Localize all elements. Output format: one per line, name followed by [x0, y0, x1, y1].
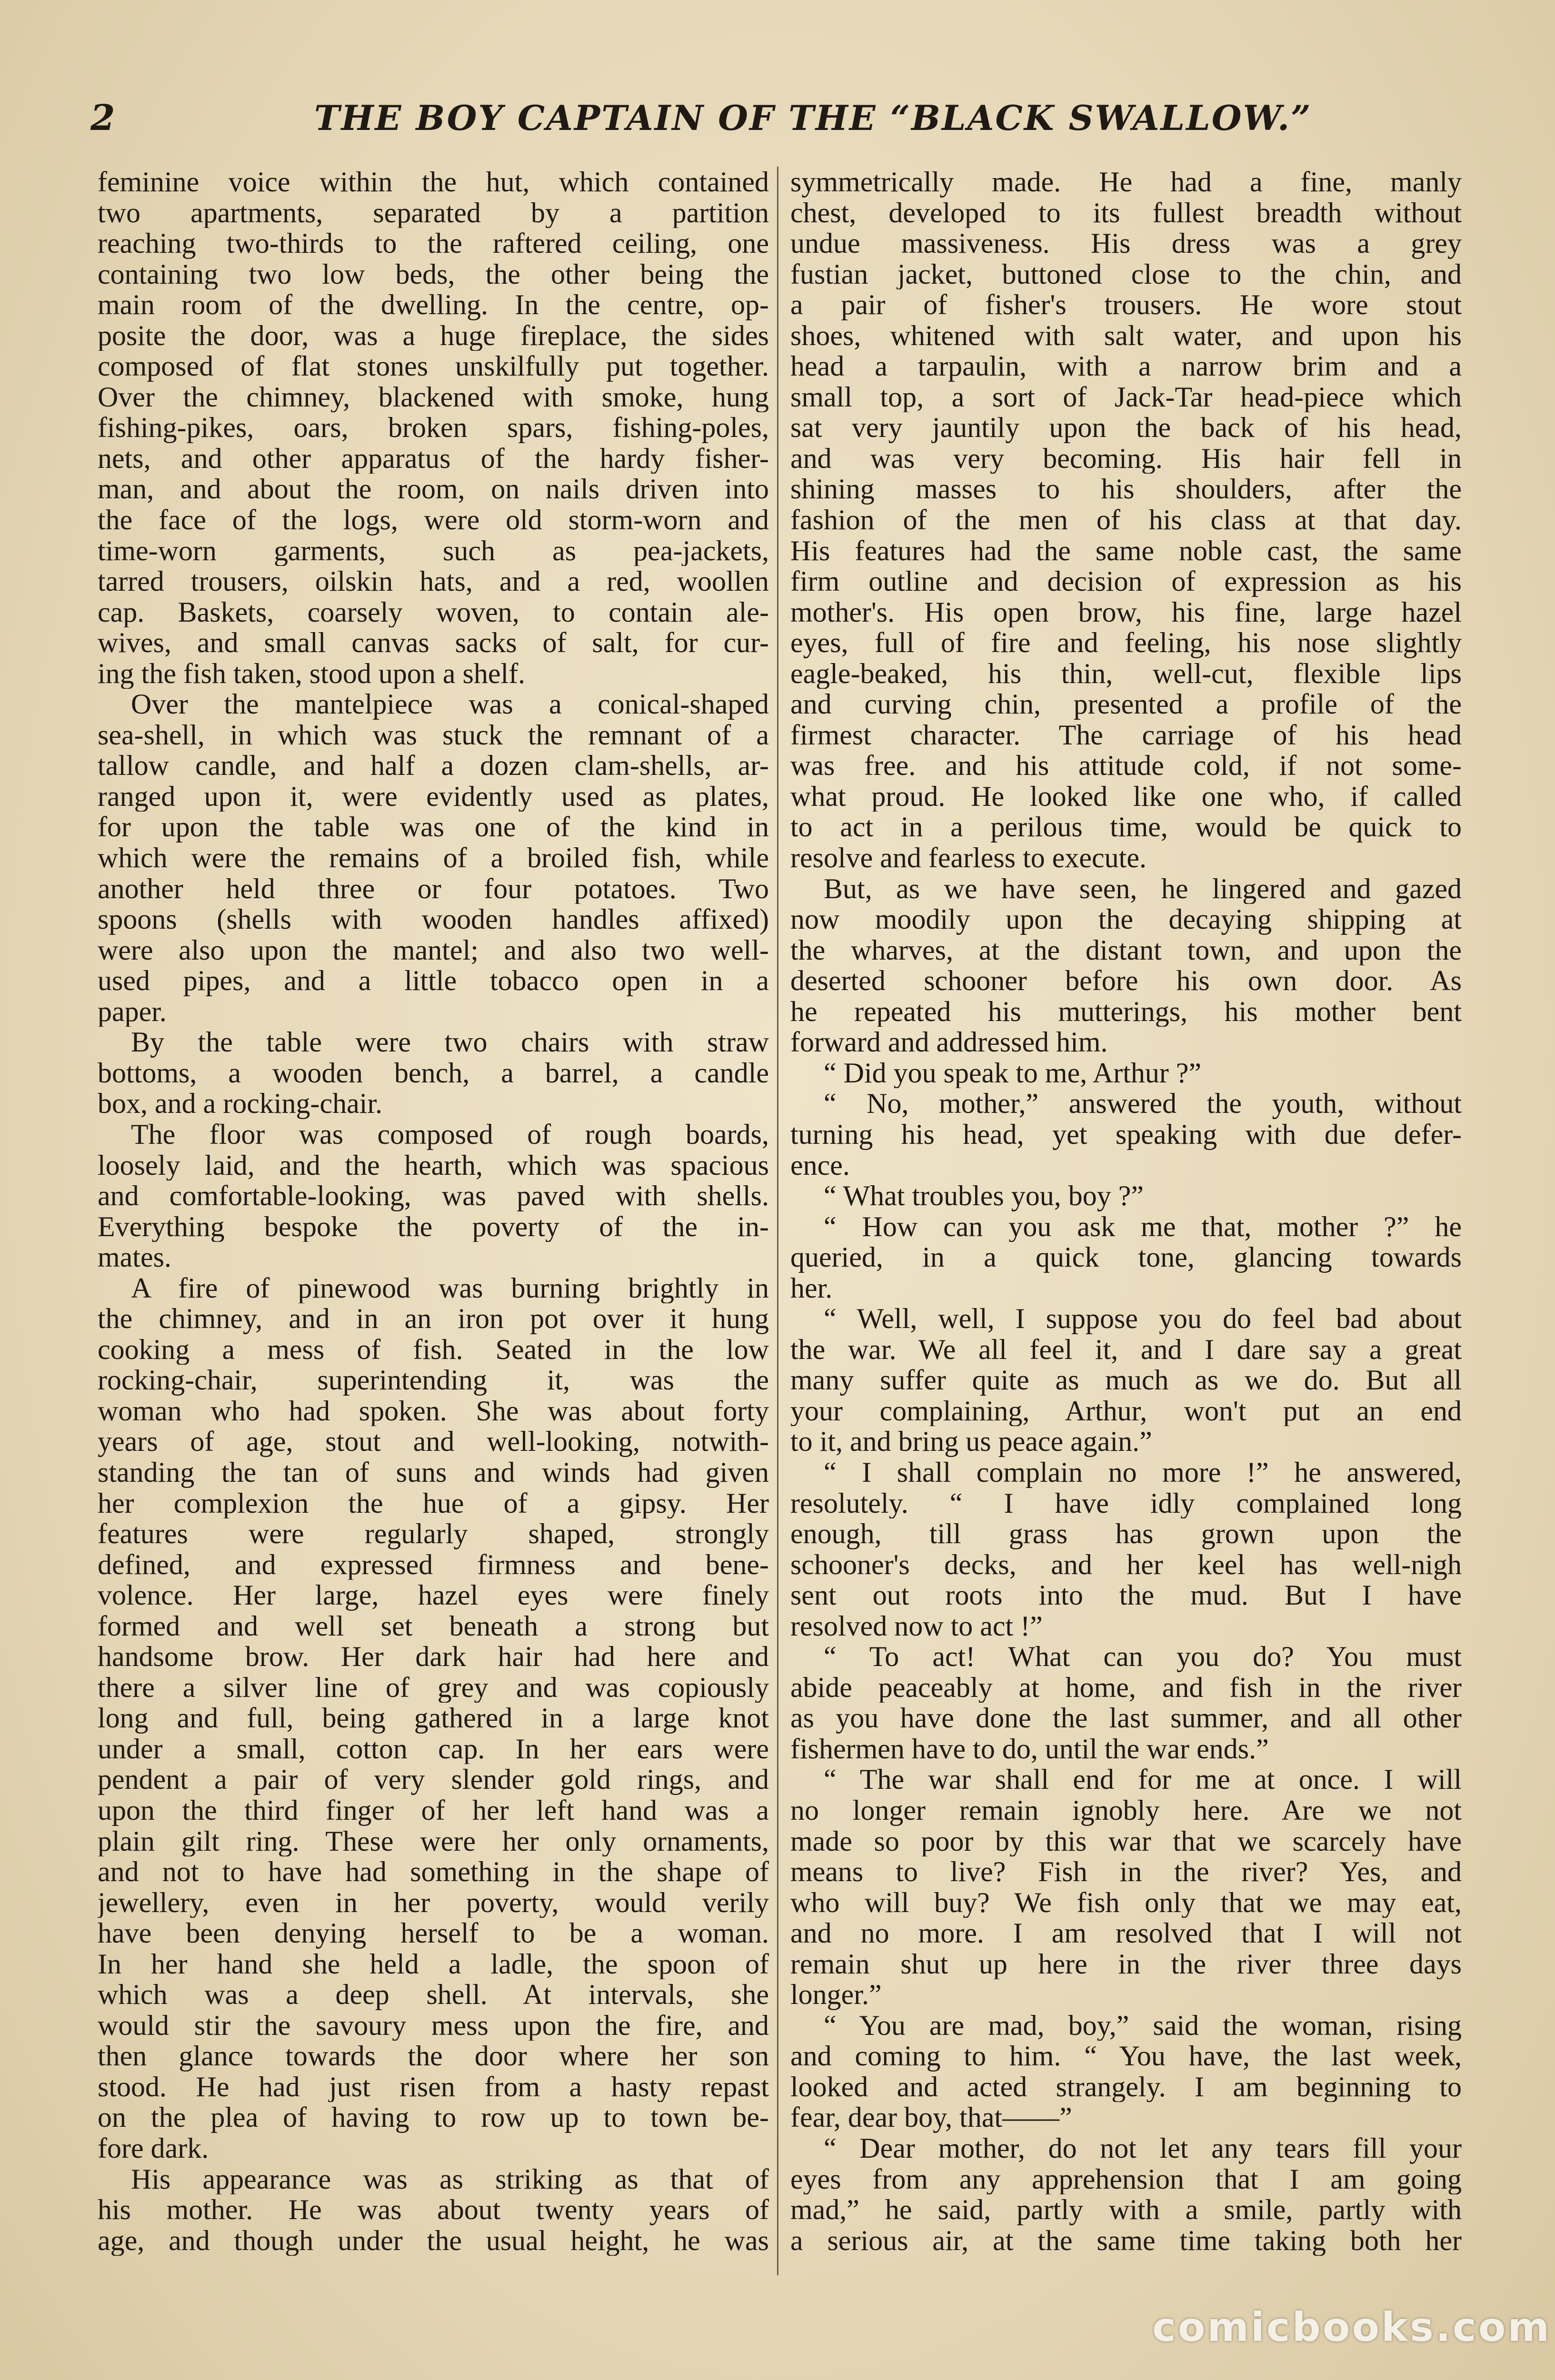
text-line: “ How can you ask me that, mother ?” he [824, 1211, 1462, 1242]
text-line: volence. Her large, hazel eyes were finely [98, 1580, 769, 1611]
text-line: resolved now to act !” [790, 1610, 1043, 1642]
text-line: wives, and small canvas sacks of salt, for cur- [98, 627, 769, 658]
text-line: and comfortable-looking, was paved with shells. [98, 1180, 769, 1211]
text-line: which was a deep shell. At intervals, she [98, 1979, 769, 2010]
text-line: “ No, mother,” answered the youth, without [824, 1088, 1462, 1119]
text-line: enough, till grass has grown upon the [790, 1518, 1462, 1549]
text-line: “ You are mad, boy,” said the woman, rising [824, 2010, 1462, 2041]
text-line: Over the chimney, blackened with smoke, hung [98, 381, 769, 413]
text-line: stood. He had just risen from a hasty repast [98, 2071, 769, 2102]
text-line: “ The war shall end for me at once. I will [824, 1764, 1462, 1795]
text-line: feminine voice within the hut, which contained [98, 167, 769, 198]
text-line: eagle-beaked, his thin, well-cut, flexible lips [790, 658, 1462, 689]
text-line: “ Dear mother, do not let any tears fill your [824, 2133, 1462, 2164]
text-line: and curving chin, presented a profile of the [790, 689, 1462, 720]
page-number: 2 [90, 98, 115, 139]
text-line: eyes, full of fire and feeling, his nose slightly [790, 627, 1462, 658]
text-line: chest, developed to its fullest breadth without [790, 197, 1462, 228]
text-line: composed of flat stones unskilfully put together. [98, 351, 769, 382]
text-line: shoes, whitened with salt water, and upon his [790, 320, 1462, 351]
text-line: The floor was composed of rough boards, [131, 1119, 769, 1150]
site-watermark: comicbooks.com [1152, 2304, 1551, 2350]
text-line: would stir the savoury mess upon the fire, and [98, 2010, 769, 2041]
text-line: plain gilt ring. These were her only ornaments, [98, 1825, 769, 1857]
text-line: man, and about the room, on nails driven into [98, 474, 769, 505]
text-line: your complaining, Arthur, won't put an end [790, 1395, 1462, 1427]
text-line: to it, and bring us peace again.” [790, 1426, 1152, 1457]
text-line: pendent a pair of very slender gold rings, and [98, 1764, 769, 1795]
text-line: symmetrically made. He had a fine, manly [790, 167, 1462, 198]
text-line: his mother. He was about twenty years of [98, 2194, 769, 2225]
text-line: “ I shall complain no more !” he answered, [824, 1457, 1462, 1488]
text-line: defined, and expressed firmness and bene- [98, 1549, 769, 1580]
text-line: and was very becoming. His hair fell in [790, 443, 1462, 474]
text-line: and coming to him. “ You have, the last week, [790, 2041, 1462, 2072]
text-line: was free. and his attitude cold, if not some- [790, 750, 1462, 781]
text-line: handsome brow. Her dark hair had here and [98, 1641, 769, 1672]
text-line: and not to have had something in the shape of [98, 1856, 769, 1887]
text-line: fore dark. [98, 2133, 209, 2164]
text-line: spoons (shells with wooden handles affixed) [98, 904, 769, 935]
text-line: tallow candle, and half a dozen clam-shells, ar- [98, 750, 769, 781]
text-line: who will buy? We fish only that we may eat, [790, 1887, 1462, 1918]
text-line: fustian jacket, buttoned close to the chin, and [790, 258, 1462, 290]
text-line: loosely laid, and the hearth, which was spacious [98, 1150, 769, 1181]
text-line: standing the tan of suns and winds had given [98, 1457, 769, 1488]
text-line: for upon the table was one of the kind in [98, 812, 769, 843]
text-line: bottoms, a wooden bench, a barrel, a candle [98, 1057, 769, 1089]
text-line: no longer remain ignobly here. Are we not [790, 1795, 1462, 1826]
text-line: small top, a sort of Jack-Tar head-piece which [790, 381, 1462, 413]
text-line: “ What troubles you, boy ?” [824, 1180, 1144, 1211]
page-header [90, 98, 1462, 155]
text-line: tarred trousers, oilskin hats, and a red, woollen [98, 566, 769, 597]
text-line: there a silver line of grey and was copiously [98, 1672, 769, 1703]
text-line: formed and well set beneath a strong but [98, 1610, 769, 1642]
text-line: what proud. He looked like one who, if called [790, 781, 1462, 812]
text-line: rocking-chair, superintending it, was the [98, 1365, 769, 1396]
text-line: the wharves, at the distant town, and upon the [790, 934, 1462, 966]
text-line: under a small, cotton cap. In her ears were [98, 1733, 769, 1765]
text-line: box, and a rocking-chair. [98, 1088, 383, 1119]
text-line: her complexion the hue of a gipsy. Her [98, 1488, 769, 1519]
text-line: used pipes, and a little tobacco open in a [98, 965, 769, 996]
text-line: ranged upon it, were evidently used as plates, [98, 781, 769, 812]
text-line: cap. Baskets, coarsely woven, to contain ale- [98, 596, 769, 628]
text-line: firm outline and decision of expression as his [790, 566, 1462, 597]
text-line: longer.” [790, 1979, 882, 2010]
text-line: two apartments, separated by a partition [98, 197, 769, 228]
text-line: time-worn garments, such as pea-jackets, [98, 535, 769, 566]
text-line: years of age, stout and well-looking, notwith- [98, 1426, 769, 1457]
text-line: By the table were two chairs with straw [131, 1027, 769, 1058]
text-line: sea-shell, in which was stuck the remnant of a [98, 719, 769, 751]
text-line: firmest character. The carriage of his head [790, 719, 1462, 751]
text-line: remain shut up here in the river three days [790, 1948, 1462, 1980]
text-line: A fire of pinewood was burning brightly in [131, 1272, 769, 1304]
text-line: undue massiveness. His dress was a grey [790, 228, 1462, 259]
text-line: shining masses to his shoulders, after the [790, 474, 1462, 505]
text-line: he repeated his mutterings, his mother bent [790, 996, 1462, 1027]
text-line: mother's. His open brow, his fine, large hazel [790, 596, 1462, 628]
text-line: have been denying herself to be a woman. [98, 1918, 769, 1949]
text-line: means to live? Fish in the river? Yes, and [790, 1856, 1462, 1887]
text-line: fishing-pikes, oars, broken spars, fishing-poles, [98, 412, 769, 443]
text-line: and no more. I am resolved that I will not [790, 1918, 1462, 1949]
text-line: resolutely. “ I have idly complained long [790, 1488, 1462, 1519]
text-line: then glance towards the door where her son [98, 2041, 769, 2072]
text-line: sent out roots into the mud. But I have [790, 1580, 1462, 1611]
text-line: But, as we have seen, he lingered and gazed [824, 873, 1462, 904]
text-line: reaching two-thirds to the raftered ceiling, one [98, 228, 769, 259]
text-line: sat very jauntily upon the back of his head, [790, 412, 1462, 443]
text-line: the chimney, and in an iron pot over it hung [98, 1303, 769, 1334]
text-line: the war. We all feel it, and I dare say a great [790, 1334, 1462, 1365]
text-line: abide peaceably at home, and fish in the river [790, 1672, 1462, 1703]
right-text-column [790, 167, 1462, 2256]
text-line: Everything bespoke the poverty of the in- [98, 1211, 769, 1242]
text-line: made so poor by this war that we scarcely have [790, 1825, 1462, 1857]
text-line: another held three or four potatoes. Two [98, 873, 769, 904]
text-line: His features had the same noble cast, the same [790, 535, 1462, 566]
text-line: the face of the logs, were old storm-worn and [98, 505, 769, 536]
column-divider [777, 167, 778, 2275]
text-line: “ Did you speak to me, Arthur ?” [824, 1057, 1202, 1089]
running-title: THE BOY CAPTAIN OF THE “BLACK SWALLOW.” [314, 98, 1312, 138]
text-line: mates. [98, 1242, 171, 1273]
text-line: fear, dear boy, that——” [790, 2102, 1072, 2133]
text-line: posite the door, was a huge fireplace, the sides [98, 320, 769, 351]
text-line: cooking a mess of fish. Seated in the low [98, 1334, 769, 1365]
text-line: now moodily upon the decaying shipping at [790, 904, 1462, 935]
text-line: were also upon the mantel; and also two well- [98, 934, 769, 966]
text-line: jewellery, even in her poverty, would verily [98, 1887, 769, 1918]
text-line: eyes from any apprehension that I am going [790, 2163, 1462, 2195]
text-line: paper. [98, 996, 167, 1027]
text-line: fishermen have to do, until the war ends.” [790, 1733, 1269, 1765]
text-line: “ To act! What can you do? You must [824, 1641, 1462, 1672]
text-line: a pair of fisher's trousers. He wore stout [790, 289, 1462, 320]
text-line: looked and acted strangely. I am beginning to [790, 2071, 1462, 2102]
text-line: woman who had spoken. She was about forty [98, 1395, 769, 1427]
text-line: fashion of the men of his class at that day. [790, 505, 1462, 536]
text-line: In her hand she held a ladle, the spoon of [98, 1948, 769, 1980]
text-line: as you have done the last summer, and all other [790, 1703, 1462, 1734]
text-line: upon the third finger of her left hand was a [98, 1795, 769, 1826]
text-line: Over the mantelpiece was a conical-shaped [131, 689, 769, 720]
text-line: features were regularly shaped, strongly [98, 1518, 769, 1549]
text-line: turning his head, yet speaking with due defer- [790, 1119, 1462, 1150]
text-line: His appearance was as striking as that of [131, 2163, 769, 2195]
text-line: on the plea of having to row up to town be- [98, 2102, 769, 2133]
text-line: queried, in a quick tone, glancing towards [790, 1242, 1462, 1273]
text-line: long and full, being gathered in a large knot [98, 1703, 769, 1734]
text-line: age, and though under the usual height, he was [98, 2225, 769, 2256]
text-line: many suffer quite as much as we do. But all [790, 1365, 1462, 1396]
text-line: resolve and fearless to execute. [790, 843, 1146, 873]
text-line: nets, and other apparatus of the hardy fisher- [98, 443, 769, 474]
left-text-column [98, 167, 769, 2256]
text-line: a serious air, at the same time taking both her [790, 2225, 1462, 2256]
text-line: ing the fish taken, stood upon a shelf. [98, 658, 526, 689]
text-line: her. [790, 1272, 833, 1304]
text-line: containing two low beds, the other being the [98, 258, 769, 290]
text-line: which were the remains of a broiled fish, while [98, 843, 769, 873]
text-line: deserted schooner before his own door. As [790, 965, 1462, 996]
text-line: schooner's decks, and her keel has well-nigh [790, 1549, 1462, 1580]
text-line: to act in a perilous time, would be quick to [790, 812, 1462, 843]
text-line: forward and addressed him. [790, 1027, 1108, 1058]
text-line: main room of the dwelling. In the centre, op- [98, 289, 769, 320]
text-line: “ Well, well, I suppose you do feel bad about [824, 1303, 1462, 1334]
text-line: mad,” he said, partly with a smile, partly with [790, 2194, 1462, 2225]
text-line: head a tarpaulin, with a narrow brim and a [790, 351, 1462, 382]
text-line: ence. [790, 1150, 850, 1181]
